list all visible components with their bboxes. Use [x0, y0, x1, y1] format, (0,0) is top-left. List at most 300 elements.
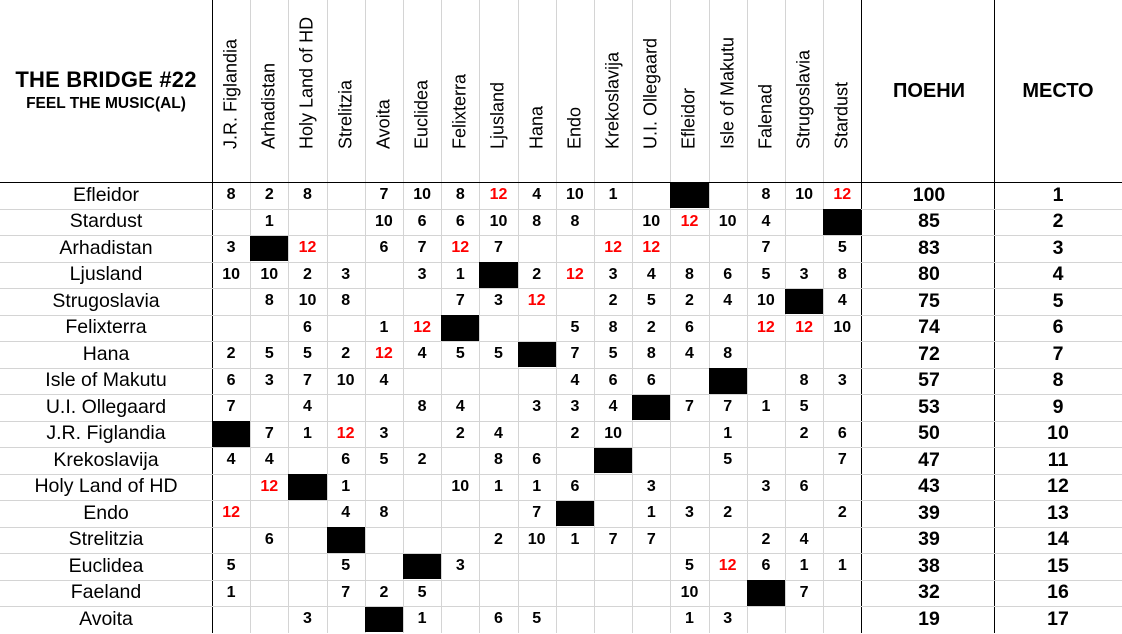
- vote-cell: 12: [489, 186, 508, 204]
- vote-cell: [594, 474, 632, 500]
- vote-cell: 10: [374, 212, 393, 230]
- column-header: [479, 0, 517, 182]
- vote-cell: 12: [298, 239, 317, 257]
- row-total-points: 83: [918, 236, 940, 259]
- row-country-name: Faeland: [70, 581, 142, 604]
- vote-cell: [670, 421, 708, 447]
- self-vote-block: [365, 607, 403, 633]
- vote-cell: 6: [341, 451, 351, 469]
- vote-cell: 12: [718, 557, 737, 575]
- vote-cell: 5: [341, 557, 351, 575]
- column-header-label: Holy Land of HD: [296, 16, 317, 149]
- vote-cell: 4: [723, 292, 733, 310]
- row-country-name: J.R. Figlandia: [46, 422, 166, 445]
- vote-cell: [250, 580, 288, 606]
- vote-cell: 4: [455, 398, 465, 416]
- vote-cell: [403, 527, 441, 553]
- row-country-name: Holy Land of HD: [34, 475, 178, 498]
- vote-cell: 3: [379, 424, 389, 442]
- row-place: 7: [1052, 342, 1064, 365]
- vote-cell: [479, 554, 517, 580]
- vote-cell: [365, 527, 403, 553]
- self-vote-block: [479, 262, 517, 288]
- row-place: 1: [1052, 183, 1064, 206]
- row-total-points: 38: [918, 554, 940, 577]
- column-header-label: Hana: [526, 105, 547, 149]
- vote-cell: 1: [799, 557, 809, 575]
- vote-cell: [670, 474, 708, 500]
- vote-cell: [250, 607, 288, 633]
- vote-cell: 8: [570, 212, 580, 230]
- row-place: 10: [1047, 422, 1069, 445]
- vote-cell: [212, 315, 250, 341]
- vote-cell: 7: [723, 398, 733, 416]
- vote-cell: 4: [303, 398, 312, 416]
- vote-cell: [327, 236, 365, 262]
- vote-cell: [365, 395, 403, 421]
- column-header: [288, 0, 326, 182]
- self-vote-block: [670, 183, 708, 209]
- vote-cell: 3: [494, 292, 503, 310]
- row-total-points: 39: [918, 528, 940, 551]
- vote-cell: [709, 527, 747, 553]
- vote-cell: 8: [417, 398, 427, 416]
- vote-cell: 6: [532, 451, 542, 469]
- vote-cell: [441, 580, 479, 606]
- vote-cell: 8: [341, 292, 351, 310]
- vote-cell: 5: [455, 345, 465, 363]
- vote-cell: 8: [646, 345, 656, 363]
- vote-cell: [594, 554, 632, 580]
- board-title: THE BRIDGE #22: [15, 67, 197, 92]
- row-country-name: Stardust: [69, 210, 143, 233]
- vote-cell: 2: [685, 292, 694, 310]
- vote-cell: [785, 448, 823, 474]
- row-place: 12: [1047, 475, 1069, 498]
- row-place: 5: [1052, 289, 1064, 312]
- vote-cell: 6: [455, 212, 465, 230]
- vote-cell: 4: [341, 504, 351, 522]
- vote-cell: 12: [222, 504, 240, 522]
- vote-cell: 12: [795, 318, 813, 336]
- vote-cell: [518, 580, 556, 606]
- vote-cell: 2: [799, 424, 809, 442]
- vote-cell: 2: [417, 451, 427, 469]
- vote-cell: [288, 501, 326, 527]
- vote-cell: 2: [608, 292, 618, 310]
- vote-cell: [785, 342, 823, 368]
- vote-cell: [518, 554, 556, 580]
- vote-cell: [632, 607, 670, 633]
- vote-cell: 5: [608, 345, 618, 363]
- vote-cell: [479, 315, 517, 341]
- vote-cell: 4: [685, 345, 694, 363]
- vote-cell: [823, 474, 861, 500]
- row-place: 15: [1047, 554, 1069, 577]
- vote-cell: [709, 315, 747, 341]
- board-subtitle: FEEL THE MUSIC(AL): [26, 95, 186, 112]
- vote-cell: 5: [837, 239, 847, 257]
- vote-cell: 4: [837, 292, 847, 310]
- row-total-points: 75: [918, 289, 940, 312]
- vote-cell: 6: [379, 239, 389, 257]
- vote-cell: 10: [413, 186, 431, 204]
- self-vote-block: [823, 209, 861, 235]
- vote-cell: 7: [455, 292, 465, 310]
- vote-cell: 3: [455, 557, 465, 575]
- column-header-label: Ljusland: [487, 81, 508, 149]
- vote-cell: 10: [489, 212, 508, 230]
- column-header: [632, 0, 670, 182]
- row-country-name: Avoita: [79, 607, 133, 630]
- vote-cell: 1: [379, 318, 389, 336]
- vote-cell: 12: [565, 265, 584, 283]
- vote-cell: [670, 448, 708, 474]
- row-country-name: Endo: [83, 501, 129, 524]
- vote-cell: 3: [303, 610, 312, 628]
- vote-cell: 5: [532, 610, 542, 628]
- vote-cell: [212, 527, 250, 553]
- vote-cell: [518, 236, 556, 262]
- row-total-points: 85: [918, 210, 940, 233]
- vote-cell: 8: [455, 186, 465, 204]
- vote-cell: 7: [303, 371, 312, 389]
- self-vote-block: [556, 501, 594, 527]
- column-header-label: Strelitzia: [335, 79, 356, 149]
- vote-cell: [556, 236, 594, 262]
- row-place: 2: [1052, 210, 1064, 233]
- self-vote-block: [594, 448, 632, 474]
- vote-cell: 6: [837, 424, 847, 442]
- row-total-points: 50: [918, 422, 940, 445]
- vote-cell: 5: [799, 398, 809, 416]
- vote-cell: 8: [226, 186, 236, 204]
- vote-cell: 1: [761, 398, 771, 416]
- vote-cell: 7: [608, 530, 618, 548]
- vote-cell: 7: [570, 345, 580, 363]
- vote-cell: [747, 607, 785, 633]
- vote-cell: 12: [680, 212, 699, 230]
- row-place: 4: [1052, 263, 1064, 286]
- column-header-label: Arhadistan: [258, 62, 279, 149]
- vote-cell: 7: [226, 398, 236, 416]
- vote-cell: [594, 607, 632, 633]
- points-header: ПОЕНИ: [892, 79, 966, 102]
- vote-cell: 3: [570, 398, 580, 416]
- row-total-points: 43: [918, 475, 940, 498]
- vote-cell: 10: [565, 186, 584, 204]
- column-header-label: Endo: [564, 106, 585, 149]
- row-total-points: 100: [912, 183, 946, 206]
- column-header: [709, 0, 747, 182]
- vote-cell: 7: [264, 424, 274, 442]
- vote-cell: 3: [646, 477, 656, 495]
- vote-cell: 4: [608, 398, 618, 416]
- row-country-name: Isle of Makutu: [45, 369, 167, 392]
- column-header: [212, 0, 250, 182]
- vote-cell: 4: [646, 265, 656, 283]
- vote-cell: [823, 527, 861, 553]
- column-header-label: Efleidor: [678, 87, 699, 149]
- row-total-points: 53: [918, 395, 940, 418]
- row-country-name: U.I. Ollegaard: [45, 395, 167, 418]
- row-total-points: 80: [918, 263, 940, 286]
- vote-cell: [747, 501, 785, 527]
- row-country-name: Arhadistan: [59, 236, 153, 259]
- column-header-label: Strugoslavia: [793, 49, 814, 149]
- vote-cell: 12: [833, 186, 852, 204]
- vote-cell: [288, 448, 326, 474]
- vote-cell: 8: [685, 265, 694, 283]
- vote-cell: [212, 607, 250, 633]
- row-total-points: 47: [918, 448, 940, 471]
- column-header-label: Krekoslavija: [602, 51, 623, 149]
- row-place: 3: [1052, 236, 1064, 259]
- vote-cell: 12: [260, 477, 279, 495]
- row-place: 6: [1052, 316, 1064, 339]
- vote-cell: [441, 607, 479, 633]
- vote-cell: 5: [417, 583, 427, 601]
- vote-cell: 1: [608, 186, 618, 204]
- vote-cell: 6: [799, 477, 809, 495]
- vote-cell: [670, 368, 708, 394]
- vote-cell: [594, 209, 632, 235]
- vote-cell: [518, 421, 556, 447]
- vote-cell: [747, 342, 785, 368]
- vote-cell: 1: [685, 610, 694, 628]
- vote-cell: 6: [685, 318, 694, 336]
- row-total-points: 72: [918, 342, 940, 365]
- vote-cell: [250, 315, 288, 341]
- vote-cell: 1: [723, 424, 733, 442]
- vote-cell: [747, 448, 785, 474]
- vote-cell: 8: [379, 504, 389, 522]
- vote-cell: [327, 315, 365, 341]
- row-total-points: 19: [918, 607, 940, 630]
- row-place: 17: [1047, 607, 1069, 630]
- row-country-name: Strugoslavia: [52, 289, 160, 312]
- vote-cell: [709, 474, 747, 500]
- column-header: [518, 0, 556, 182]
- vote-cell: [212, 289, 250, 315]
- vote-cell: [632, 421, 670, 447]
- vote-cell: [670, 527, 708, 553]
- vote-cell: 10: [298, 292, 317, 310]
- vote-cell: [594, 501, 632, 527]
- column-header: [785, 0, 823, 182]
- vote-cell: 3: [837, 371, 847, 389]
- vote-cell: 1: [264, 212, 274, 230]
- vote-cell: 1: [646, 504, 656, 522]
- vote-cell: [709, 580, 747, 606]
- row-total-points: 39: [918, 501, 940, 524]
- vote-cell: 1: [341, 477, 351, 495]
- vote-cell: 6: [723, 265, 733, 283]
- vote-cell: 6: [303, 318, 312, 336]
- row-place: 16: [1047, 581, 1069, 604]
- vote-cell: 5: [685, 557, 694, 575]
- column-header-label: Avoita: [373, 99, 394, 149]
- vote-cell: 3: [417, 265, 427, 283]
- vote-cell: 8: [264, 292, 274, 310]
- column-header-label: Felixterra: [449, 73, 470, 149]
- vote-cell: 1: [455, 265, 465, 283]
- self-vote-block: [747, 580, 785, 606]
- vote-cell: 10: [718, 212, 737, 230]
- self-vote-block: [518, 342, 556, 368]
- vote-cell: 10: [222, 265, 240, 283]
- vote-cell: [823, 395, 861, 421]
- vote-cell: 8: [532, 212, 542, 230]
- vote-cell: 2: [723, 504, 733, 522]
- vote-cell: 3: [685, 504, 694, 522]
- row-country-name: Hana: [82, 342, 130, 365]
- vote-cell: [288, 580, 326, 606]
- row-country-name: Strelitzia: [68, 528, 144, 551]
- vote-cell: 12: [756, 318, 775, 336]
- vote-cell: 7: [799, 583, 809, 601]
- vote-cell: 1: [532, 477, 542, 495]
- column-header: [365, 0, 403, 182]
- vote-cell: 12: [413, 318, 431, 336]
- vote-cell: [403, 474, 441, 500]
- column-header-label: Falenad: [755, 83, 776, 149]
- column-header: [823, 0, 861, 182]
- vote-cell: [250, 554, 288, 580]
- column-header: [670, 0, 708, 182]
- vote-cell: [403, 289, 441, 315]
- row-total-points: 74: [918, 316, 940, 339]
- vote-cell: 8: [799, 371, 809, 389]
- self-vote-block: [327, 527, 365, 553]
- vote-cell: [747, 421, 785, 447]
- vote-cell: [785, 501, 823, 527]
- self-vote-block: [403, 554, 441, 580]
- vote-cell: [441, 501, 479, 527]
- vote-cell: 3: [532, 398, 542, 416]
- vote-cell: [365, 262, 403, 288]
- vote-cell: [250, 395, 288, 421]
- column-header: [250, 0, 288, 182]
- vote-cell: [747, 368, 785, 394]
- vote-cell: 7: [646, 530, 656, 548]
- vote-cell: 5: [379, 451, 389, 469]
- vote-cell: 6: [570, 477, 580, 495]
- vote-cell: 7: [761, 239, 771, 257]
- row-total-points: 57: [918, 369, 940, 392]
- column-header: [556, 0, 594, 182]
- column-header: [594, 0, 632, 182]
- vote-cell: 4: [226, 451, 236, 469]
- vote-cell: 2: [303, 265, 312, 283]
- vote-cell: [785, 607, 823, 633]
- vote-cell: 10: [260, 265, 279, 283]
- vote-cell: 8: [303, 186, 312, 204]
- vote-cell: 4: [532, 186, 542, 204]
- row-total-points: 32: [918, 581, 940, 604]
- vote-cell: 8: [837, 265, 847, 283]
- self-vote-block: [250, 236, 288, 262]
- vote-cell: 2: [455, 424, 465, 442]
- vote-cell: [365, 289, 403, 315]
- row-country-name: Euclidea: [68, 554, 144, 577]
- vote-cell: 10: [604, 424, 622, 442]
- vote-cell: [441, 527, 479, 553]
- vote-cell: 7: [379, 186, 389, 204]
- vote-cell: [479, 368, 517, 394]
- row-country-name: Krekoslavija: [53, 448, 159, 471]
- vote-cell: 10: [680, 583, 699, 601]
- vote-cell: 4: [570, 371, 580, 389]
- vote-cell: 10: [527, 530, 546, 548]
- vote-cell: [288, 209, 326, 235]
- self-vote-block: [288, 474, 326, 500]
- row-place: 13: [1047, 501, 1069, 524]
- title-block: [0, 0, 212, 182]
- vote-cell: 4: [761, 212, 771, 230]
- vote-cell: 7: [417, 239, 427, 257]
- vote-cell: 6: [494, 610, 503, 628]
- vote-cell: 12: [336, 424, 355, 442]
- vote-cell: 12: [527, 292, 546, 310]
- vote-cell: 1: [837, 557, 847, 575]
- vote-cell: [632, 554, 670, 580]
- vote-cell: [518, 368, 556, 394]
- vote-cell: 8: [608, 318, 618, 336]
- vote-cell: 4: [799, 530, 809, 548]
- column-header: [403, 0, 441, 182]
- vote-cell: 3: [799, 265, 809, 283]
- vote-cell: 2: [226, 345, 236, 363]
- vote-cell: 4: [379, 371, 389, 389]
- row-place: 9: [1052, 395, 1064, 418]
- vote-cell: [403, 501, 441, 527]
- vote-cell: [823, 342, 861, 368]
- vote-cell: [785, 236, 823, 262]
- vote-cell: 5: [264, 345, 274, 363]
- vote-cell: 3: [226, 239, 236, 257]
- vote-cell: [403, 421, 441, 447]
- vote-cell: [518, 315, 556, 341]
- vote-cell: [479, 395, 517, 421]
- vote-cell: 6: [608, 371, 618, 389]
- vote-cell: 2: [494, 530, 503, 548]
- vote-cell: 5: [723, 451, 733, 469]
- column-header-label: J.R. Figlandia: [220, 38, 241, 149]
- vote-cell: 5: [570, 318, 580, 336]
- vote-cell: [823, 607, 861, 633]
- column-header-label: Stardust: [831, 81, 852, 149]
- row-place: 14: [1047, 528, 1069, 551]
- vote-cell: [327, 395, 365, 421]
- vote-cell: 6: [761, 557, 771, 575]
- vote-cell: 5: [226, 557, 236, 575]
- vote-cell: 10: [795, 186, 813, 204]
- vote-cell: [556, 289, 594, 315]
- vote-cell: 7: [494, 239, 503, 257]
- vote-cell: 8: [494, 451, 503, 469]
- vote-cell: 6: [417, 212, 427, 230]
- vote-cell: 1: [226, 583, 236, 601]
- vote-cell: 5: [761, 265, 771, 283]
- vote-cell: 5: [646, 292, 656, 310]
- row-place: 11: [1047, 448, 1069, 471]
- vote-cell: 2: [264, 186, 274, 204]
- column-header: [747, 0, 785, 182]
- vote-cell: [288, 527, 326, 553]
- vote-cell: 7: [532, 504, 542, 522]
- vote-cell: 1: [494, 477, 503, 495]
